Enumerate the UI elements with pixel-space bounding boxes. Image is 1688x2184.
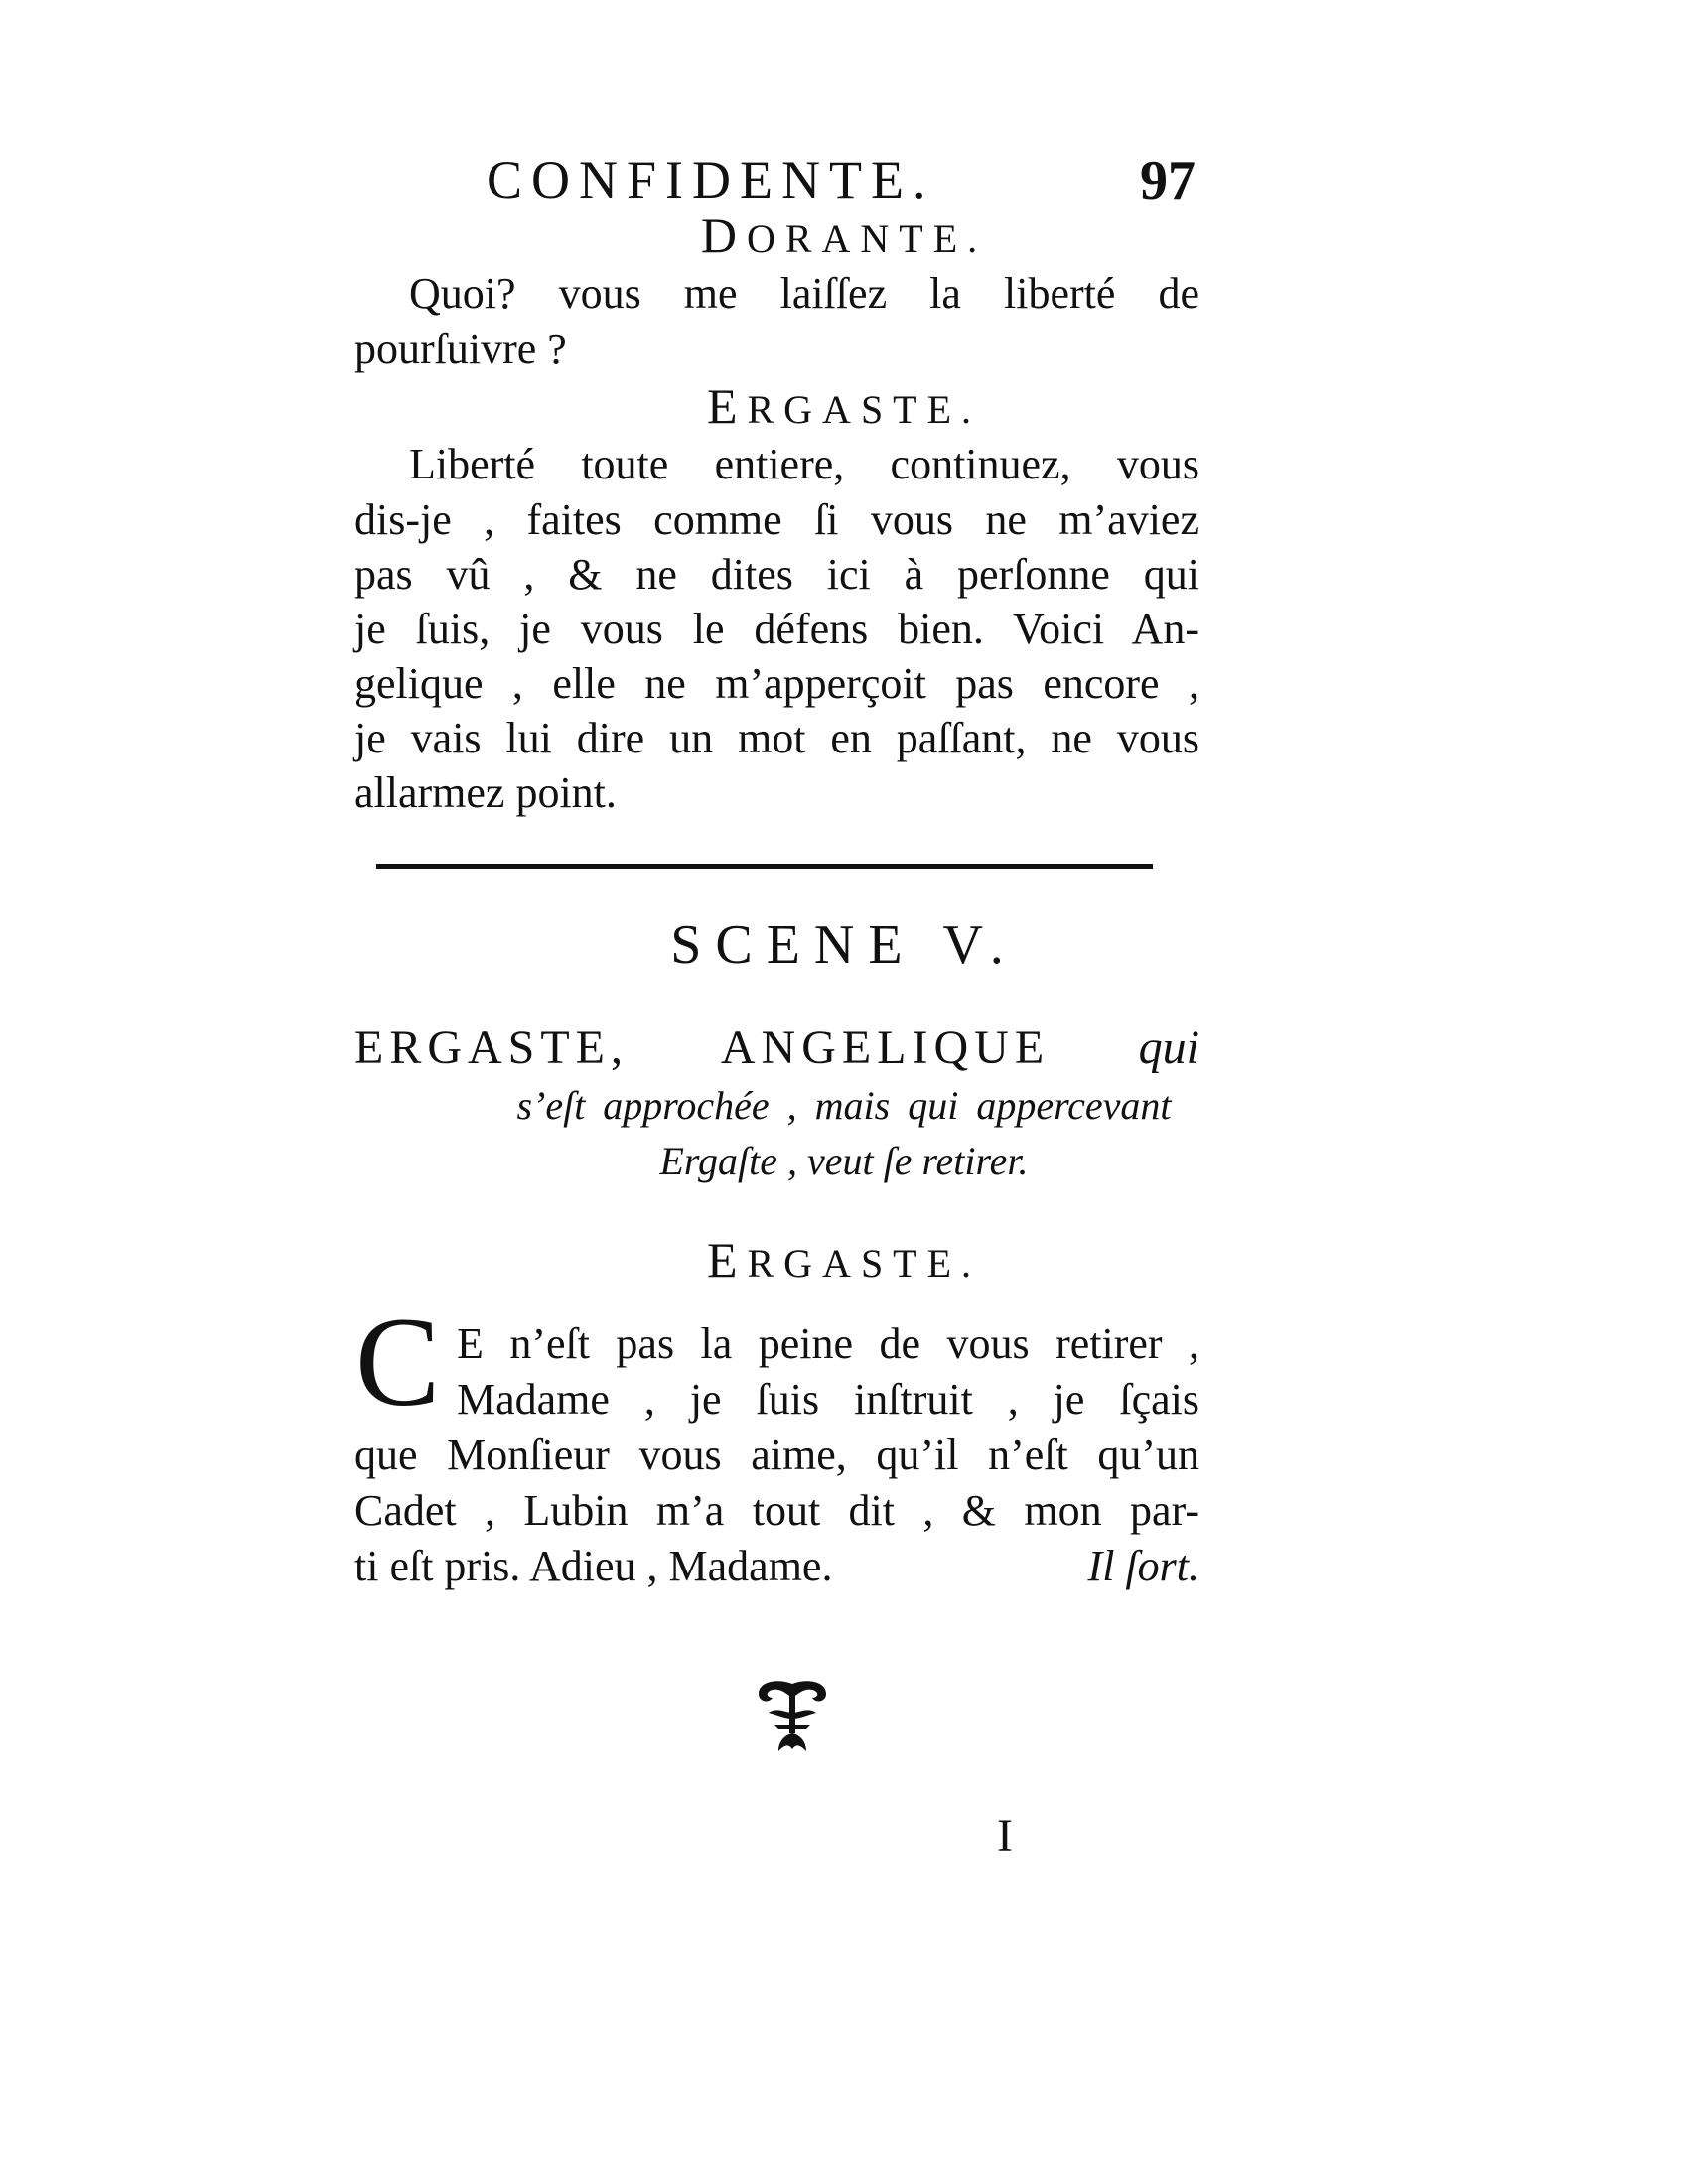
text-line: je ſuis, je vous le défens bien. Voici An- <box>354 605 1199 653</box>
speaker-name: RGASTE. <box>747 1241 982 1286</box>
speaker-initial: E <box>706 378 748 434</box>
scene-cast <box>354 1021 1199 1076</box>
speaker-ergaste <box>0 1231 1688 1289</box>
signature-mark: I <box>997 1810 1013 1862</box>
scene-divider-rule <box>376 864 1153 869</box>
speaker-name: ORANTE. <box>746 216 988 261</box>
text-line: je vais lui dire un mot en paſſant, ne vous <box>354 714 1199 762</box>
text-line: E n’eſt pas la peine de vous retirer , <box>457 1319 1199 1368</box>
text-line: que Monſieur vous aime, qu’il n’eſt qu’un <box>354 1431 1199 1479</box>
speaker-initial: D <box>700 207 747 263</box>
text-line: dis-je , faites comme ſi vous ne m’aviez <box>354 495 1199 544</box>
text-line: allarmez point. <box>354 768 617 817</box>
page-number: 97 <box>1140 150 1196 211</box>
drop-cap: C <box>355 1292 441 1433</box>
text-line: pourſuivre ? <box>354 325 567 373</box>
text-line: Madame , je ſuis inſtruit , je ſçais <box>457 1375 1199 1424</box>
speaker-initial: E <box>706 1232 748 1288</box>
text-line: Liberté toute entiere, continuez, vous <box>409 440 1199 488</box>
text-line: Cadet , Lubin m’a tout dit , & mon par- <box>354 1486 1199 1535</box>
text-line: Quoi? vous me laiſſez la liberté de <box>409 269 1199 318</box>
speaker-name: RGASTE. <box>747 387 982 432</box>
speaker-dorante <box>0 206 1688 264</box>
text-line: gelique , elle ne m’apperçoit pas encore , <box>354 659 1199 708</box>
cast-direction: Ergaſte , veut ſe retirer. <box>659 1139 1029 1183</box>
text-line <box>354 1539 1199 1594</box>
running-title: CONFIDENTE. <box>487 150 935 209</box>
ornament-fleuron-icon <box>747 1678 838 1761</box>
text-line: pas vû , & ne dites ici à perſonne qui <box>354 550 1199 599</box>
speaker-ergaste <box>0 377 1688 435</box>
cast-direction: qui <box>1138 1022 1199 1074</box>
cast-names: ERGASTE, ANGELIQUE <box>354 1022 1051 1074</box>
scene-title: SCENE V. <box>670 914 1018 976</box>
stage-direction: Il ſort. <box>1087 1542 1199 1590</box>
text-line-end: ti eſt pris. Adieu , Madame. <box>354 1542 833 1590</box>
cast-direction: s’eſt approchée , mais qui appercevant <box>516 1083 1172 1128</box>
